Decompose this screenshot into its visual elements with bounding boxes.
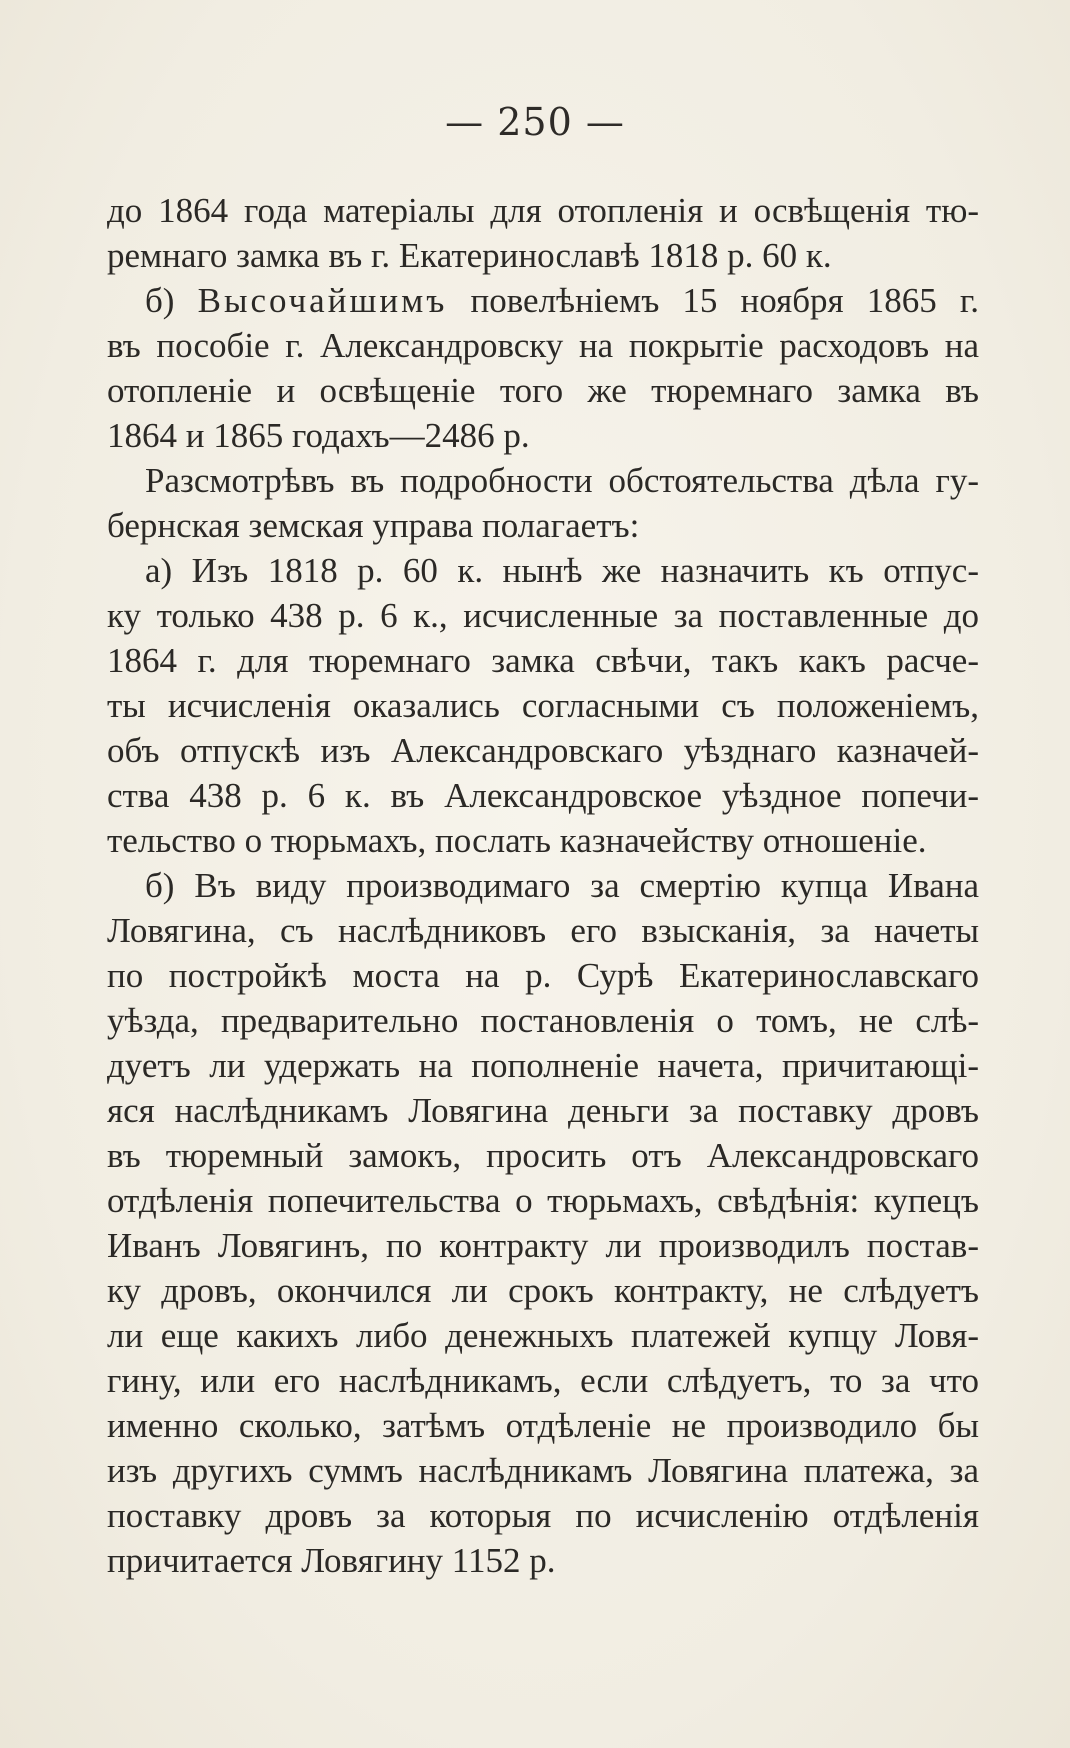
- text-line: б) Въ виду производимаго за смертію купца Ивана: [145, 866, 979, 905]
- text-line: Иванъ Ловягинъ, по контракту ли производилъ постав-: [107, 1226, 979, 1265]
- text-line: ремнаго замка въ г. Екатеринославѣ 1818 р. 60 к.: [107, 236, 832, 275]
- text-line: уѣзда, предварительно постановленія о томъ, не слѣ-: [107, 1001, 979, 1040]
- spaced-word: Высочайшимъ: [197, 281, 448, 320]
- text-line: отдѣленія попечительства о тюрьмахъ, свѣдѣнія: купецъ: [107, 1181, 979, 1220]
- text-line: 1864 и 1865 годахъ—2486 р.: [107, 416, 530, 455]
- text-line: по постройкѣ моста на р. Сурѣ Екатеринославскаго: [107, 956, 979, 995]
- text-line: а) Изъ 1818 р. 60 к. нынѣ же назначить къ отпус-: [145, 551, 979, 590]
- text-line: бернская земская управа полагаетъ:: [107, 506, 640, 545]
- text-line: отопленіе и освѣщеніе того же тюремнаго замка въ: [107, 371, 979, 410]
- text-line: ли еще какихъ либо денежныхъ платежей купцу Ловя-: [107, 1316, 979, 1355]
- text-line: б) Высочайшимъ повелѣніемъ 15 ноября 1865 г.: [145, 281, 979, 320]
- text-line: въ пособіе г. Александровску на покрытіе расходовъ на: [107, 326, 979, 365]
- text-line: яся наслѣдникамъ Ловягина деньги за поставку дровъ: [107, 1091, 979, 1130]
- text-line: ты исчисленія оказались согласными съ положеніемъ,: [107, 686, 979, 725]
- page-number: — 250 —: [445, 100, 625, 144]
- text-line: именно сколько, затѣмъ отдѣленіе не производило бы: [107, 1406, 979, 1445]
- text-line: ку дровъ, окончился ли срокъ контракту, не слѣдуетъ: [107, 1271, 979, 1310]
- text-line: гину, или его наслѣдникамъ, если слѣдуетъ, то за что: [107, 1361, 979, 1400]
- text-line: ку только 438 р. 6 к., исчисленные за поставленные до: [107, 596, 979, 635]
- text-line: тельство о тюрьмахъ, послать казначейству отношеніе.: [107, 821, 927, 860]
- body-text: [107, 188, 979, 1583]
- text-line: въ тюремный замокъ, просить отъ Александровскаго: [107, 1136, 979, 1175]
- text-line: изъ другихъ суммъ наслѣдникамъ Ловягина платежа, за: [107, 1451, 979, 1490]
- text-line: объ отпускѣ изъ Александровскаго уѣзднаго казначей-: [107, 731, 979, 770]
- text-line: 1864 г. для тюремнаго замка свѣчи, такъ какъ расче-: [107, 641, 979, 680]
- text-line: причитается Ловягину 1152 р.: [107, 1541, 556, 1580]
- text-line: ства 438 р. 6 к. въ Александровское уѣздное попечи-: [107, 776, 979, 815]
- text-line: Разсмотрѣвъ въ подробности обстоятельства дѣла гу-: [145, 461, 979, 500]
- text-line: до 1864 года матеріалы для отопленія и освѣщенія тю-: [107, 191, 979, 230]
- text-line: Ловягина, съ наслѣдниковъ его взысканія, за начеты: [107, 911, 979, 950]
- text-line: дуетъ ли удержать на пополненіе начета, причитающі-: [107, 1046, 979, 1085]
- text-line: поставку дровъ за которыя по исчисленію отдѣленія: [107, 1496, 979, 1535]
